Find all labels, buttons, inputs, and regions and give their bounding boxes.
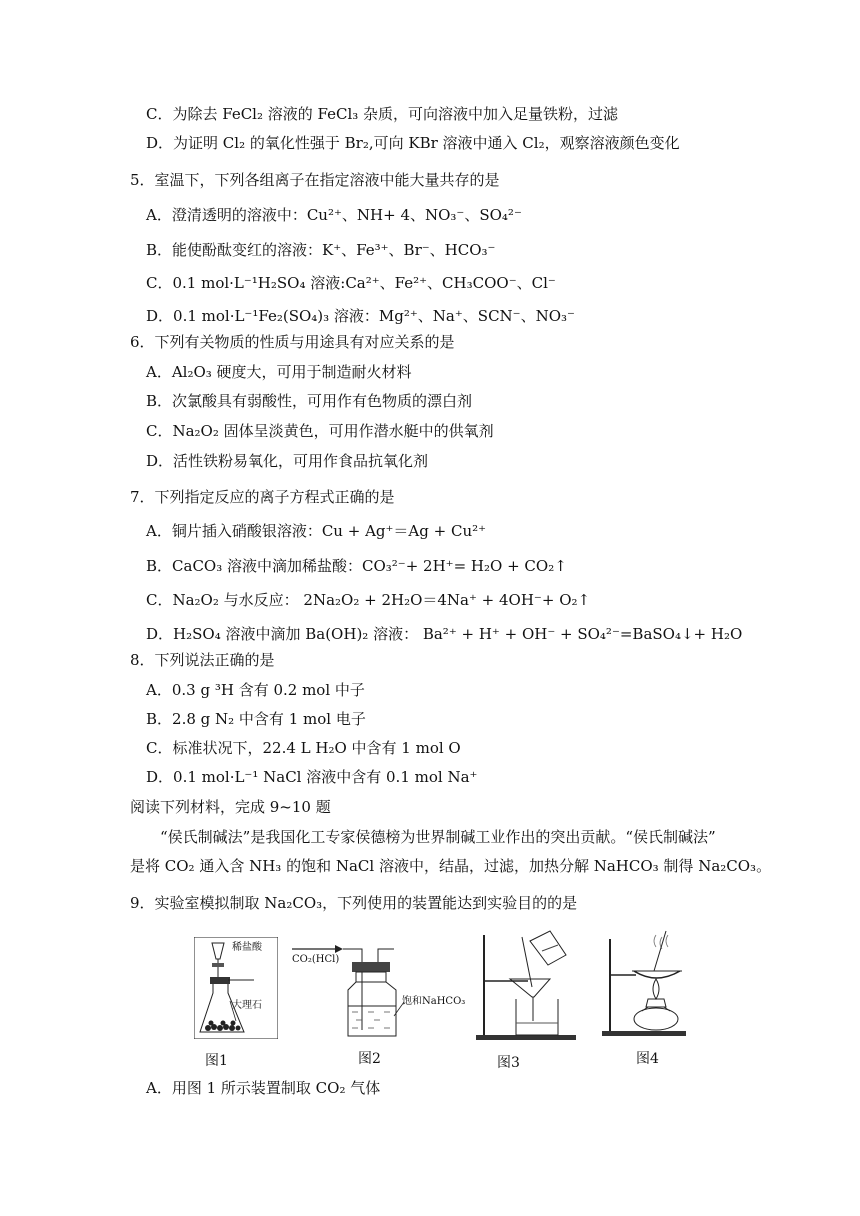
text-line-l18: 8．下列说法正确的是 [130, 651, 275, 669]
text-line-l21: C．标准状况下，22.4 L H₂O 中含有 1 mol O [146, 739, 461, 757]
text-line-l20: B．2.8 g N₂ 中含有 1 mol 电子 [146, 710, 366, 728]
text-line-l12: D．活性铁粉易氧化，可用作食品抗氧化剂 [146, 452, 429, 470]
figure-2-gas-label: CO₂(HCl) [292, 954, 340, 965]
text-line-l08: 6．下列有关物质的性质与用途具有对应关系的是 [130, 333, 455, 351]
text-line-l07: D．0.1 mol·L⁻¹Fe₂(SO₄)₃ 溶液：Mg²⁺、Na⁺、SCN⁻、NO₃⁻ [146, 307, 575, 325]
figure-1-acid-label: 稀盐酸 [232, 942, 262, 953]
figure-3-caption: 图3 [497, 1055, 520, 1071]
text-line-l19: A．0.3 g ³H 含有 0.2 mol 中子 [146, 681, 365, 699]
figure-3 [470, 927, 590, 1043]
text-line-l22: D．0.1 mol·L⁻¹ NaCl 溶液中含有 0.1 mol Na⁺ [146, 768, 478, 786]
text-line-l03: 5．室温下，下列各组离子在指定溶液中能大量共存的是 [130, 171, 500, 189]
text-line-l14: A．铜片插入硝酸银溶液：Cu + Ag⁺＝Ag + Cu²⁺ [146, 522, 487, 540]
text-line-l16: C．Na₂O₂ 与水反应： 2Na₂O₂ + 2H₂O＝4Na⁺ + 4OH⁻+ O₂↑ [146, 591, 591, 609]
text-line-l02: D．为证明 Cl₂ 的氧化性强于 Br₂,可向 KBr 溶液中通入 Cl₂，观察溶液颜色变化 [146, 134, 680, 152]
figure-4 [596, 927, 696, 1039]
text-line-l15: B．CaCO₃ 溶液中滴加稀盐酸：CO₃²⁻+ 2H⁺= H₂O + CO₂↑ [146, 557, 567, 575]
text-line-l05: B．能使酚酞变红的溶液：K⁺、Fe³⁺、Br⁻、HCO₃⁻ [146, 241, 496, 259]
figure-2-solution-label: 饱和NaHCO₃ [402, 996, 466, 1007]
figure-2-caption: 图2 [358, 1051, 381, 1067]
text-line-l11: C．Na₂O₂ 固体呈淡黄色，可用作潜水艇中的供氧剂 [146, 422, 494, 440]
text-line-l17: D．H₂SO₄ 溶液中滴加 Ba(OH)₂ 溶液： Ba²⁺ + H⁺ + OH⁻ + SO₄²⁻=BaSO₄↓+ H₂O [146, 625, 743, 643]
text-line-l13: 7．下列指定反应的离子方程式正确的是 [130, 488, 395, 506]
figure-1-caption: 图1 [205, 1053, 228, 1069]
text-line-l26: 9．实验室模拟制取 Na₂CO₃，下列使用的装置能达到实验目的的是 [130, 894, 578, 912]
text-line-l09: A．Al₂O₃ 硬度大，可用于制造耐火材料 [146, 363, 412, 381]
text-line-l01: C．为除去 FeCl₂ 溶液的 FeCl₃ 杂质，可向溶液中加入足量铁粉，过滤 [146, 105, 619, 123]
text-line-l24: “侯氏制碱法”是我国化工专家侯德榜为世界制碱工业作出的突出贡献。“侯氏制碱法” [160, 828, 716, 846]
figure-1-stone-label: 大理石 [232, 1000, 262, 1011]
text-line-l25: 是将 CO₂ 通入含 NH₃ 的饱和 NaCl 溶液中，结晶，过滤，加热分解 NaHCO₃ 制得 Na₂CO₃。 [130, 857, 772, 875]
text-line-l06: C．0.1 mol·L⁻¹H₂SO₄ 溶液:Ca²⁺、Fe²⁺、CH₃COO⁻、Cl⁻ [146, 274, 556, 292]
text-line-l27: A．用图 1 所示装置制取 CO₂ 气体 [146, 1079, 381, 1097]
text-line-l10: B．次氯酸具有弱酸性，可用作有色物质的漂白剂 [146, 392, 473, 410]
figure-4-caption: 图4 [636, 1051, 659, 1067]
text-line-l23: 阅读下列材料，完成 9~10 题 [130, 798, 331, 816]
text-line-l04: A．澄清透明的溶液中：Cu²⁺、NH+ 4、NO₃⁻、SO₄²⁻ [146, 206, 522, 224]
